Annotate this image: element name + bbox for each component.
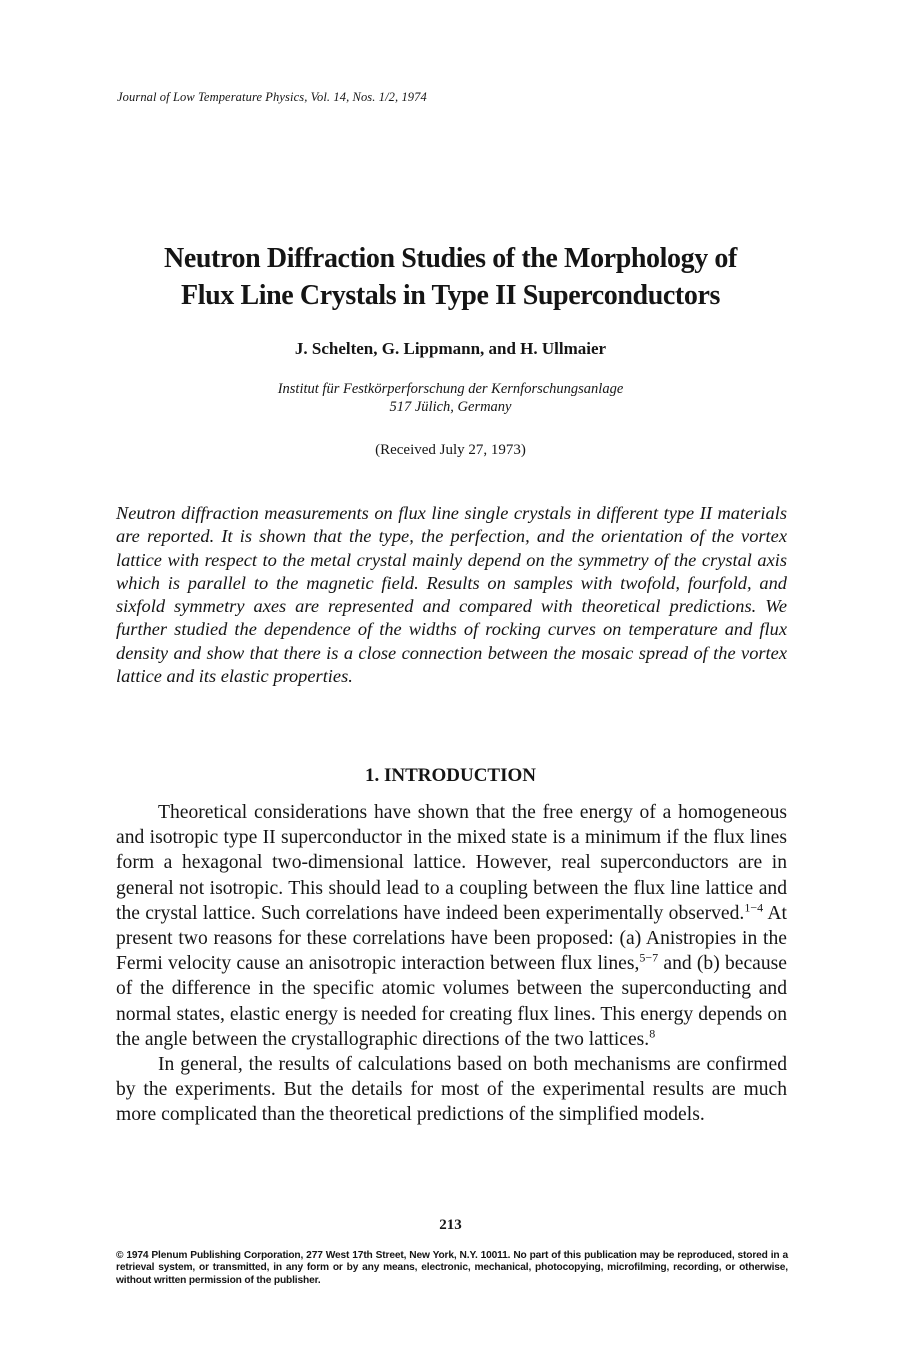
paragraph-text: and (b) because of the difference in the specific atomic volumes between the superconducting and normal states, elastic energy is needed for creating flux lines. This energy depends on the angle between the crystallographic directions of the two lattices.	[116, 953, 787, 1050]
section-heading: 1. INTRODUCTION	[364, 765, 537, 786]
paragraph-text: Theoretical considerations have shown that the free energy of a homogeneous and isotropic type II superconductor in the mixed state is a minimum if the flux lines form a hexagonal two-dimensional lattice. However, real superconductors are in general not isotropic. This should lead to a coupling between the flux line lattice and the crystal lattice. Such correlations have indeed been experimentally observed.	[116, 802, 787, 924]
affiliation	[100, 380, 801, 416]
abstract: Neutron diffraction measurements on flux line single crystals in different type II materials are reported. It is shown that the type, the perfection, and the orientation of the vortex lattice with respect to the metal crystal mainly depend on the symmetry of the crystal axis which is parallel to the magnetic field. Results on samples with twofold, fourfold, and sixfold symmetry axes are represented and compared with theoretical predictions. We further studied the dependence of the widths of rocking curves on temperature and flux density and show that there is a close connection between the mosaic spread of the vortex lattice and its elastic properties.	[116, 503, 787, 687]
body-paragraph-1	[116, 800, 787, 1052]
copyright-notice: © 1974 Plenum Publishing Corporation, 277 West 17th Street, New York, N.Y. 10011. No part of this publication may be reproduced, stored in a retrieval system, or transmitted, in any form or by any means, electronic, mechanical, photocopying, microfilming, recording, or otherwise, without written permission of the publisher.	[116, 1250, 788, 1286]
section-body	[116, 800, 787, 1128]
paper-title	[100, 240, 801, 314]
title-line-2: Flux Line Crystals in Type II Superconductors	[181, 280, 720, 311]
body-paragraph-2: In general, the results of calculations based on both mechanisms are confirmed by the experiments. But the details for most of the experimental results are much more complicated than the theoretical predictions of the simplified models.	[116, 1054, 787, 1126]
reference-marker: 1−4	[744, 900, 764, 915]
page-number: 213	[439, 1217, 462, 1233]
paragraph-text: At present two reasons for these correlations have been proposed: (a) Anistropies in the Fermi velocity cause an anisotropic interaction between flux lines,	[116, 902, 787, 975]
affiliation-line-1: Institut für Festkörperforschung der Kernforschungsanlage	[277, 381, 624, 397]
journal-header: Journal of Low Temperature Physics, Vol. 14, Nos. 1/2, 1974	[117, 90, 427, 104]
reference-marker: 5−7	[639, 950, 659, 965]
affiliation-line-2: 517 Jülich, Germany	[389, 399, 512, 415]
author-list: J. Schelten, G. Lippmann, and H. Ullmaier	[294, 339, 607, 358]
title-line-1: Neutron Diffraction Studies of the Morphology of	[164, 243, 737, 274]
reference-marker: 8	[649, 1026, 656, 1041]
received-date: (Received July 27, 1973)	[375, 442, 526, 458]
